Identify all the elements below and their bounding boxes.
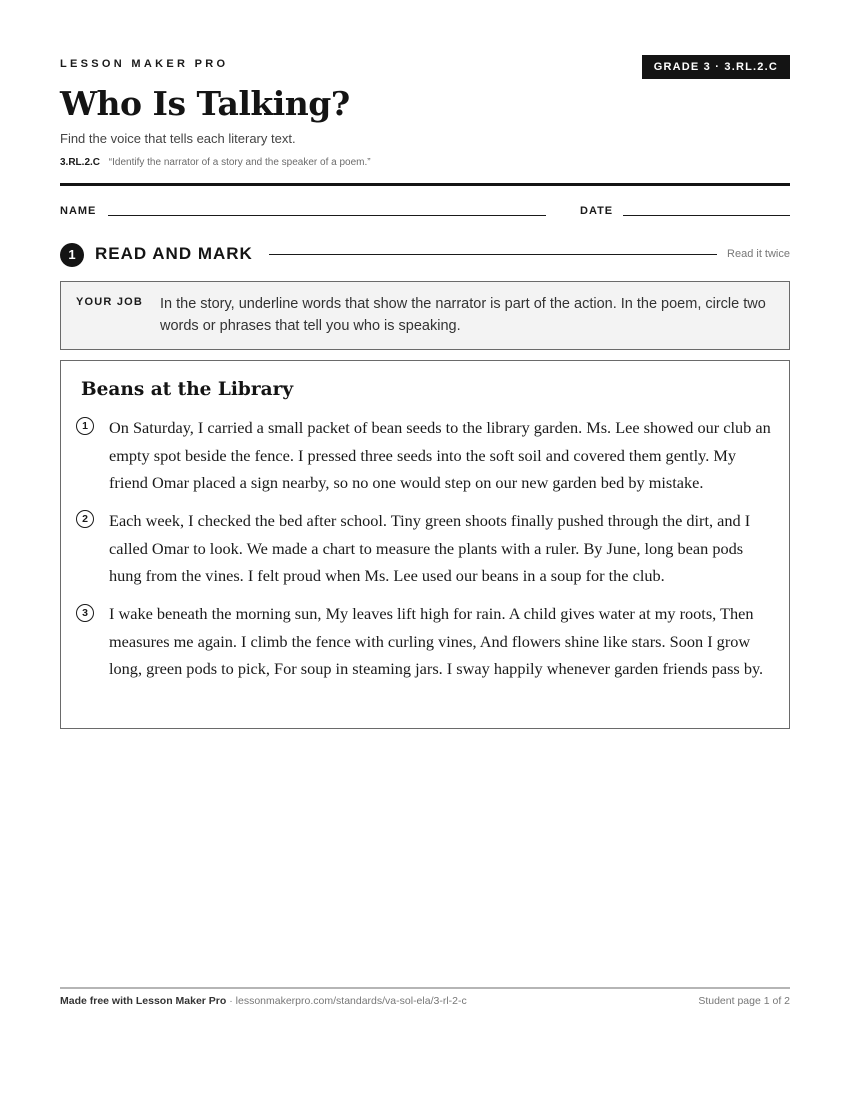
section-note: Read it twice	[727, 248, 790, 260]
name-field[interactable]	[108, 215, 546, 216]
name-label: NAME	[60, 205, 97, 217]
grade-badge: GRADE 3 · 3.RL.2.C	[642, 55, 790, 79]
brand-name: LESSON MAKER PRO	[60, 58, 229, 70]
passage-paragraph: Each week, I checked the bed after school. Tiny green shoots finally pushed through the dirt, and I called Omar to look. We made a chart to measure the plants with a ruler. By June, long bean pods hung from the vines. I felt proud when Ms. Lee used our beans in a soup for the club.	[109, 511, 751, 585]
passage-box	[60, 360, 790, 729]
paragraph-number-badge: 2	[76, 510, 94, 528]
paragraph-number-badge: 1	[76, 417, 94, 435]
paragraph-number-badge: 3	[76, 604, 94, 622]
section-divider	[269, 254, 717, 255]
section-title: READ AND MARK	[95, 244, 253, 263]
instructions-label: YOUR JOB	[76, 296, 144, 308]
footer-brand: Made free with Lesson Maker Pro	[60, 995, 227, 1007]
standard-line	[60, 157, 371, 168]
instructions-box	[60, 281, 790, 350]
date-field[interactable]	[623, 215, 790, 216]
page-subtitle: Find the voice that tells each literary text.	[60, 131, 296, 146]
standard-description: “Identify the narrator of a story and the speaker of a poem.”	[108, 157, 371, 168]
page-title: Who Is Talking?	[60, 84, 350, 123]
passage-paragraph: On Saturday, I carried a small packet of bean seeds to the library garden. Ms. Lee showed our club an empty spot beside the fence. I pressed three seeds into the soft soil and covered them gently. My friend Omar placed a sign nearby, so no one would step on our new garden bed by mistake.	[109, 418, 771, 492]
passage-paragraph: I wake beneath the morning sun, My leaves lift high for rain. A child gives water at my roots, Then measures me again. I climb the fence with curling vines, And flowers shine like stars. Soon I grow long, green pods to pick, For soup in steaming jars. I sway happily whenever garden friends pass by.	[109, 604, 764, 678]
footer-credit	[60, 995, 467, 1007]
instructions-text: In the story, underline words that show the narrator is part of the action. In the poem, circle two words or phrases that tell you who is speaking.	[160, 296, 766, 334]
header-divider	[60, 183, 790, 186]
footer-url[interactable]: lessonmakerpro.com/standards/va-sol-ela/3-rl-2-c	[235, 995, 467, 1007]
date-label: DATE	[580, 205, 614, 217]
section-number-badge: 1	[60, 243, 84, 267]
standard-code: 3.RL.2.C	[60, 157, 101, 168]
footer-divider	[60, 987, 790, 989]
footer-separator: ·	[226, 995, 236, 1007]
page-number: Student page 1 of 2	[698, 995, 790, 1007]
worksheet-page	[60, 0, 790, 1100]
passage-title: Beans at the Library	[81, 379, 294, 400]
